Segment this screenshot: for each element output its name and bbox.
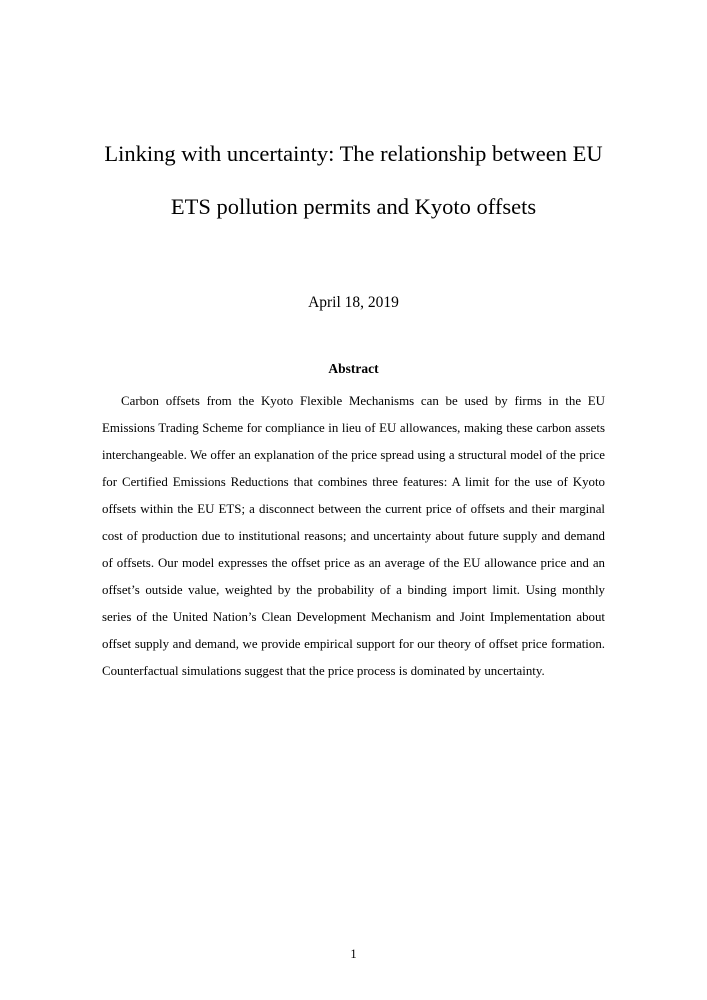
abstract-paragraph: Carbon offsets from the Kyoto Flexible Mechanisms can be used by firms in the EU Emissions Trading Scheme for compliance in lieu of EU allowances, making these carbon assets interchangeable. We offer an explanation of the price spread using a structural model of the price for Certified Emissions Reductions that combines three features: A limit for the use of Kyoto offsets within the EU ETS; a disconnect between the current price of offsets and their marginal cost of production due to institutional reasons; and uncertainty about future supply and demand of offsets. Our model expresses the offset price as an average of the EU allowance price and an offset’s outside value, weighted by the probability of a binding import limit. Using monthly series of the United Nation’s Clean Development Mechanism and Joint Implementation about offset supply and demand, we provide empirical support for our theory of offset price formation. Counterfactual simulations suggest that the price process is dominated by uncertainty. (102, 394, 605, 678)
paper-date: April 18, 2019 (308, 294, 399, 311)
paper-title (44, 0, 664, 233)
page-number: 1 (350, 947, 357, 961)
paper-title-line-1: Linking with uncertainty: The relationship between EU (104, 141, 603, 166)
abstract-body (102, 388, 605, 685)
abstract-heading: Abstract (328, 361, 379, 376)
paper-title-line-2: ETS pollution permits and Kyoto offsets (170, 194, 537, 219)
